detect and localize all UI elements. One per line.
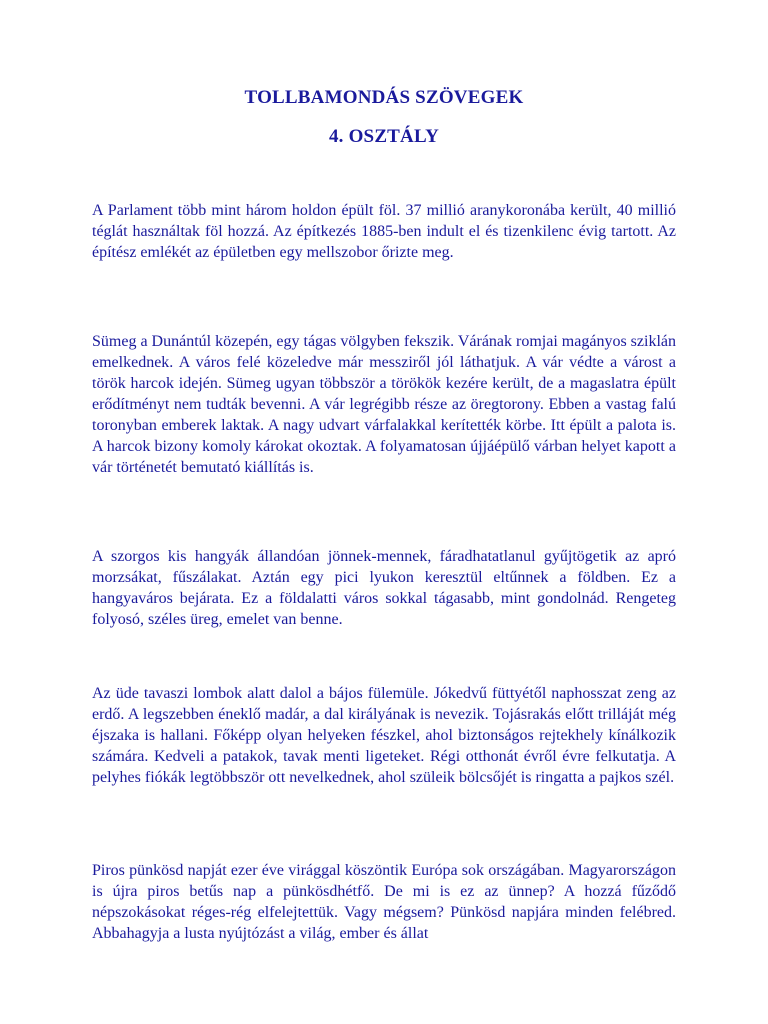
paragraph-parlament: A Parlament több mint három holdon épült föl. 37 millió aranykoronába került, 40 millió téglát használtak föl hozzá. Az építkezés 1885-ben indult el és tizenkilenc évig tartott. Az építész emlékét az épületben egy mellszobor őrizte meg. xyxy=(92,202,676,261)
paragraph-fulemule: Az üde tavaszi lombok alatt dalol a bájos fülemüle. Jókedvű füttyétől naphosszat zeng az erdő. A legszebben éneklő madár, a dal királyának is nevezik. Tojásrakás előtt trilláját még éjszaka is hallani. Főképp olyan helyeken fészkel, ahol biztonságos rejtekhely kínálkozik számára. Kedveli a patakok, tavak menti ligeteket. Régi otthonát évről évre felkutatja. A pelyhes fiókák legtöbbször ott nevelkednek, ahol szüleik bölcsőjét is ringatta a pajkos szél. xyxy=(92,685,676,786)
document-title: TOLLBAMONDÁS SZÖVEGEK xyxy=(244,87,524,108)
paragraph-sumeg: Sümeg a Dunántúl közepén, egy tágas völgyben fekszik. Várának romjai magányos sziklán emelkednek. A város felé közeledve már messziről jól láthatjuk. A vár védte a várost a török harcok idején. Sümeg ugyan többször a törökök kezére került, de a magaslatra épült erődítményt nem tudták bevenni. A vár legrégibb része az öregtorony. Ebben a vastag falú toronyban emberek laktak. A nagy udvart várfalakkal kerítették körbe. Itt épült a palota is. A harcok bizony komoly károkat okoztak. A folyamatosan újjáépülő várban helyet kapott a vár történetét bemutató kiállítás is. xyxy=(92,333,676,476)
paragraph-punkosd: Piros pünkösd napját ezer éve virággal köszöntik Európa sok országában. Magyarországon is újra piros betűs nap a pünkösdhétfő. De mi is ez az ünnep? A hozzá fűződő népszokásokat réges-rég elfelejtettük. Vagy mégsem? Pünkösd napjára minden felébred. Abbahagyja a lusta nyújtózást a világ, ember és állat xyxy=(92,862,676,942)
paragraph-hangyak: A szorgos kis hangyák állandóan jönnek-mennek, fáradhatatlanul gyűjtögetik az apró morzsákat, fűszálakat. Aztán egy pici lyukon keresztül eltűnnek a földben. Ez a hangyaváros bejárata. Ez a földalatti város sokkal tágasabb, mint gondolnád. Rengeteg folyosó, széles üreg, emelet van benne. xyxy=(92,548,676,628)
document-subtitle: 4. OSZTÁLY xyxy=(328,126,440,147)
